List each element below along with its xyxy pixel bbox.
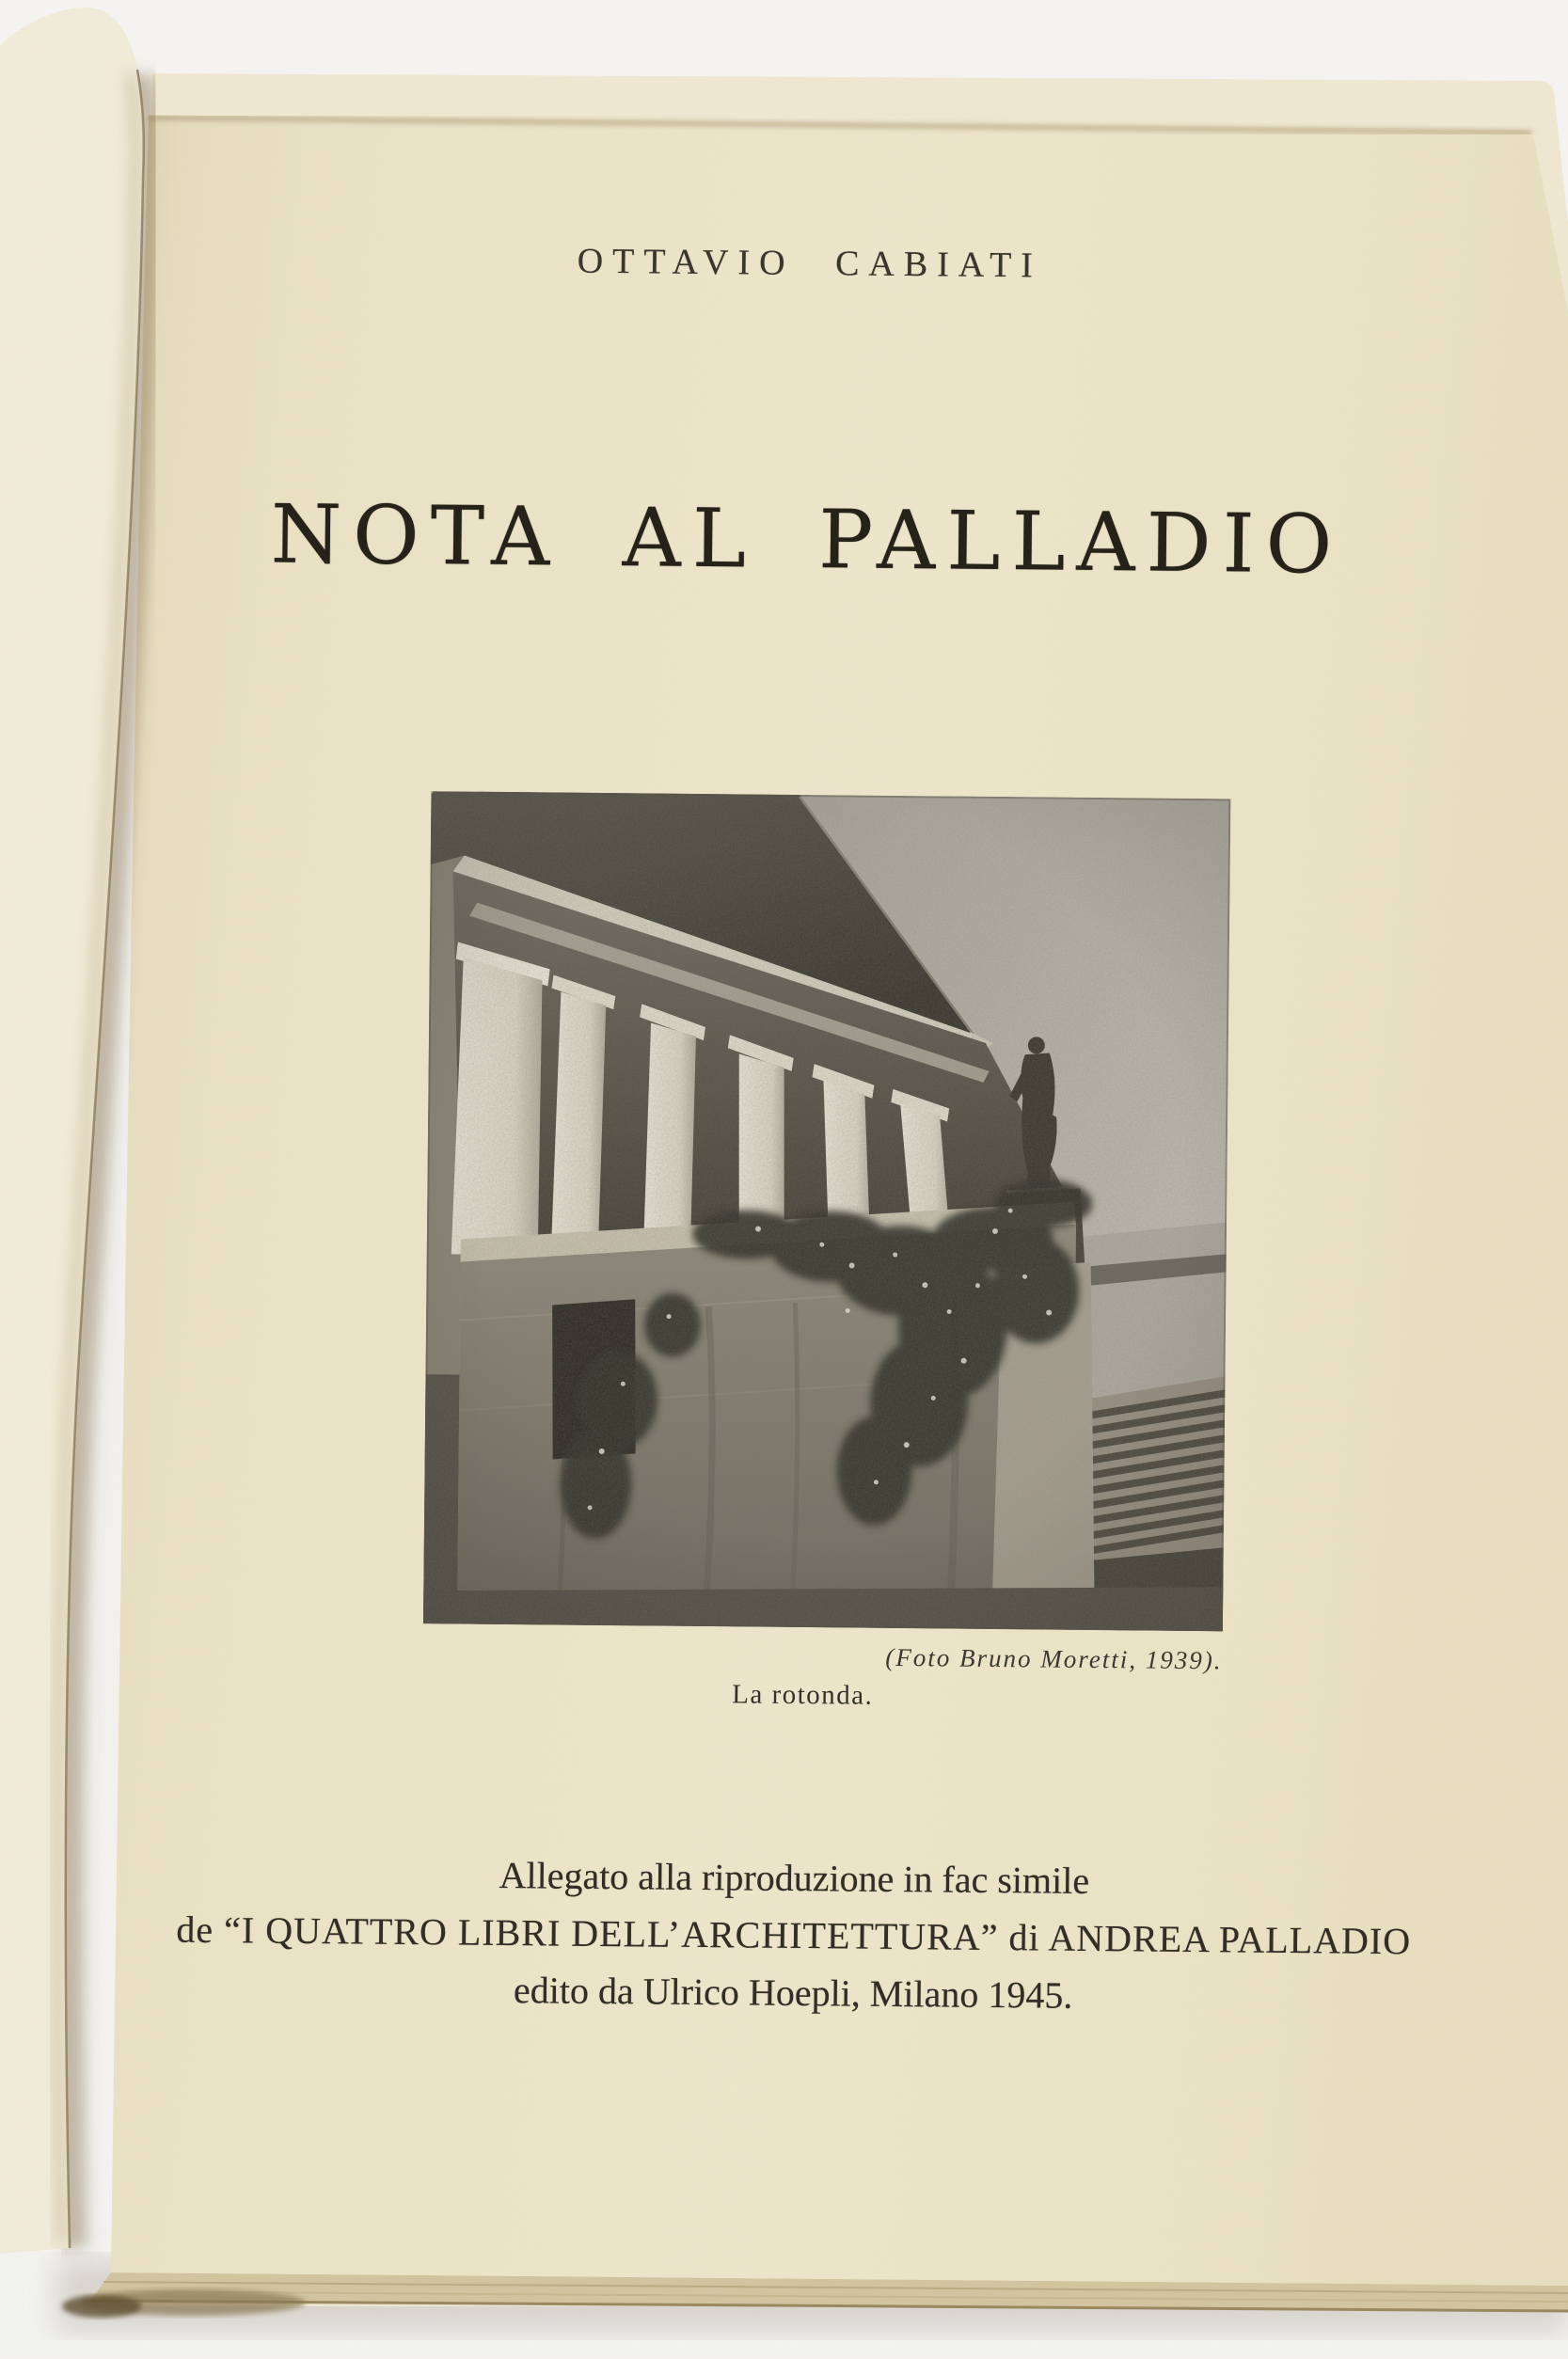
author-line: OTTAVIO CABIATI bbox=[577, 241, 1043, 286]
colophon-line-1: Allegato alla riproduzione in fac simile bbox=[499, 1853, 1090, 1902]
photo-credit: (Foto Bruno Moretti, 1939). bbox=[885, 1642, 1223, 1675]
colophon-line-3: edito da Ulrico Hoepli, Milano 1945. bbox=[513, 1969, 1073, 2017]
photo-caption: La rotonda. bbox=[732, 1679, 874, 1711]
colophon bbox=[25, 1842, 1562, 2029]
book-title: NOTA AL PALLADIO bbox=[270, 487, 1344, 593]
colophon-line-2: de “I QUATTRO LIBRI DELL’ARCHITETTURA” di ANDREA PALLADIO bbox=[176, 1908, 1412, 1963]
villa-rotonda-illustration bbox=[423, 791, 1230, 1631]
plate-photo bbox=[423, 791, 1230, 1631]
